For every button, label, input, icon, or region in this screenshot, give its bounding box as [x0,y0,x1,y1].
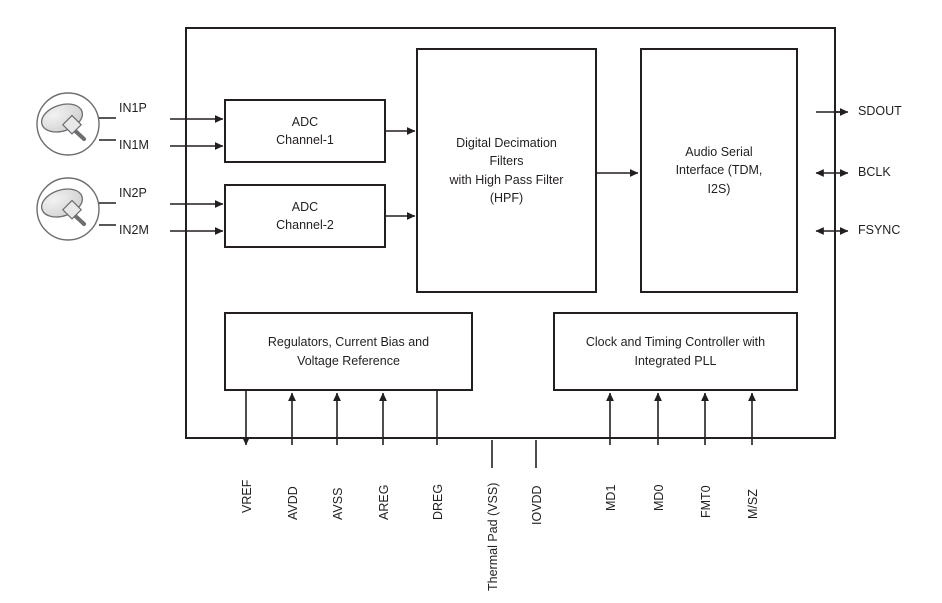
pin-label-md0: MD0 [652,484,666,511]
block-adc-channel-2 [224,184,386,248]
pin-label-in1m: IN1M [119,138,149,152]
block-line: ADC [291,199,319,214]
block-line: Interface (TDM, [675,163,763,178]
block-line: Regulators, Current Bias and [267,335,430,350]
pin-label-msz: M/SZ [746,489,760,519]
block-line: Filters [489,154,524,169]
block-line: Clock and Timing Controller with [585,335,766,350]
pin-label-in2p: IN2P [119,186,147,200]
pin-label-avss: AVSS [331,487,345,520]
block-line: Digital Decimation [456,136,557,151]
block-adc-channel-1 [224,99,386,163]
pin-label-areg: AREG [377,484,391,520]
block-line: Voltage Reference [297,353,400,368]
pin-label-vref: VREF [240,479,254,513]
block-digital-decimation-filters [416,48,597,293]
pin-label-thermal-pad: Thermal Pad (VSS) [486,482,500,591]
microphone-icon [37,93,99,155]
pin-label-md1: MD1 [604,484,618,511]
block-line: Channel-2 [276,218,334,232]
block-line: Audio Serial [685,145,753,160]
block-audio-serial-interface [640,48,798,293]
block-line: I2S) [707,181,731,196]
block-line: ADC [291,114,319,129]
pin-label-iovdd: IOVDD [530,485,544,525]
pin-label-bclk: BCLK [858,165,891,179]
pin-label-avdd: AVDD [286,486,300,520]
block-clock-and-timing-controller [553,312,798,391]
block-line: with High Pass Filter [449,172,564,187]
pin-label-in2m: IN2M [119,223,149,237]
block-regulators-current-bias-voltage-reference [224,312,473,391]
pin-label-fmt0: FMT0 [699,485,713,518]
block-line: Integrated PLL [634,353,717,368]
block-line: Channel-1 [276,133,334,147]
block-line: (HPF) [489,190,524,205]
pin-label-in1p: IN1P [119,101,147,115]
pin-label-dreg: DREG [431,483,445,520]
microphone-icon [37,178,99,240]
pin-label-sdout: SDOUT [858,104,902,118]
pin-label-fsync: FSYNC [858,223,901,237]
